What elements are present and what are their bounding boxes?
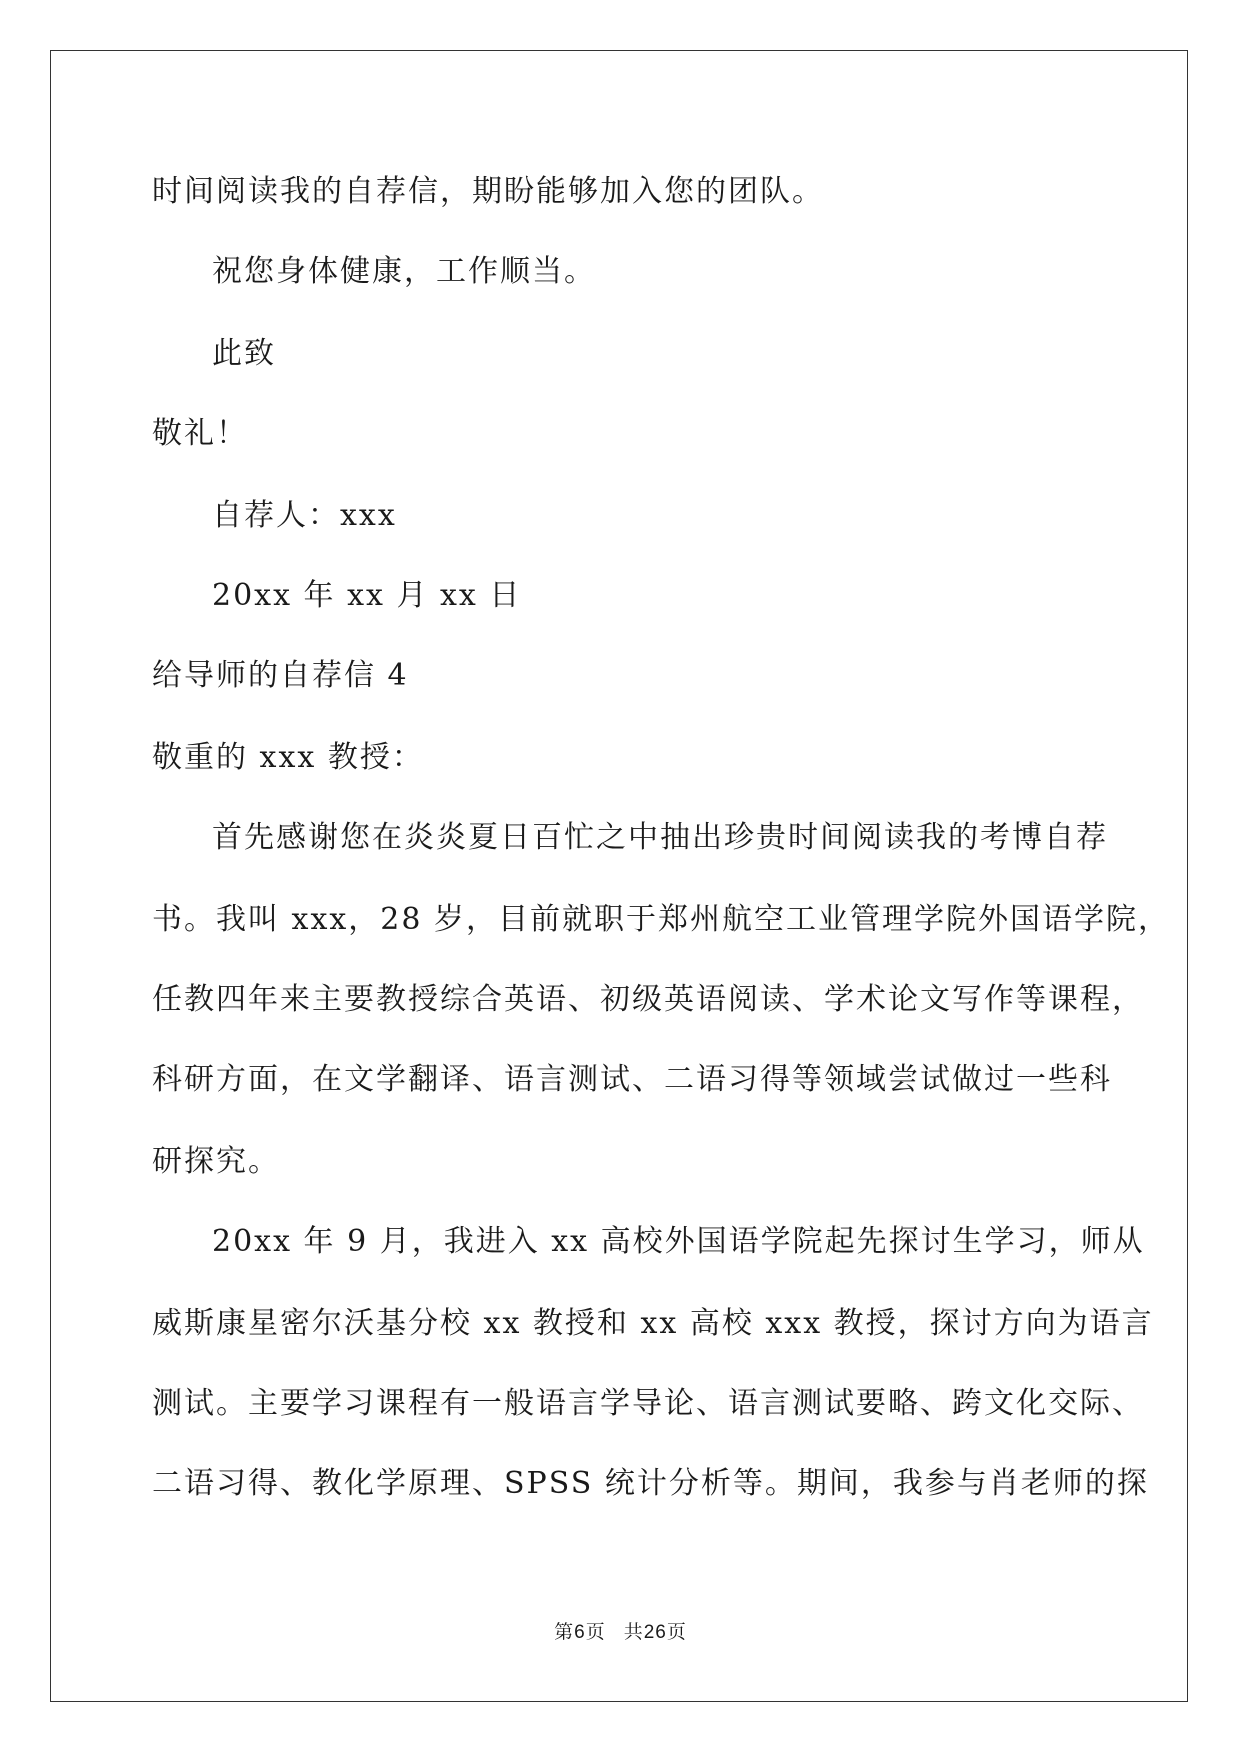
footer-total-prefix: 共 bbox=[623, 1621, 644, 1643]
text-line: 研探究。 bbox=[152, 1144, 280, 1179]
text-line: 20xx 年 9 月，我进入 xx 高校外国语学院起先探讨生学习，师从 bbox=[212, 1224, 1145, 1259]
text-line: 时间阅读我的自荐信，期盼能够加入您的团队。 bbox=[152, 174, 824, 209]
text-line: 20xx 年 xx 月 xx 日 bbox=[212, 578, 522, 613]
text-line: 自荐人：xxx bbox=[212, 498, 397, 533]
text-line: 祝您身体健康，工作顺当。 bbox=[212, 254, 596, 289]
text-line: 二语习得、教化学原理、SPSS 统计分析等。期间，我参与肖老师的探 bbox=[152, 1466, 1149, 1501]
text-line: 科研方面，在文学翻译、语言测试、二语习得等领域尝试做过一些科 bbox=[152, 1062, 1112, 1097]
footer-prefix: 第 bbox=[554, 1621, 575, 1643]
text-line: 威斯康星密尔沃基分校 xx 教授和 xx 高校 xxx 教授，探讨方向为语言 bbox=[152, 1306, 1154, 1341]
footer-page-number: 6 bbox=[574, 1622, 586, 1643]
text-line: 敬礼！ bbox=[152, 416, 248, 451]
text-line: 书。我叫 xxx，28 岁，目前就职于郑州航空工业管理学院外国语学院， bbox=[152, 902, 1171, 937]
text-line: 测试。主要学习课程有一般语言学导论、语言测试要略、跨文化交际、 bbox=[152, 1386, 1144, 1421]
text-line: 任教四年来主要教授综合英语、初级英语阅读、学术论文写作等课程， bbox=[152, 982, 1144, 1017]
section-heading: 给导师的自荐信 4 bbox=[152, 658, 409, 693]
text-line: 首先感谢您在炎炎夏日百忙之中抽出珍贵时间阅读我的考博自荐 bbox=[212, 820, 1108, 855]
footer-page-suffix: 页 bbox=[585, 1621, 606, 1643]
page-footer bbox=[0, 1620, 1241, 1645]
text-line: 此致 bbox=[212, 336, 276, 371]
page-border bbox=[50, 50, 1188, 1702]
footer-total-suffix: 页 bbox=[666, 1621, 687, 1643]
footer-total-pages: 26 bbox=[643, 1622, 667, 1643]
salutation: 敬重的 xxx 教授： bbox=[152, 740, 424, 775]
